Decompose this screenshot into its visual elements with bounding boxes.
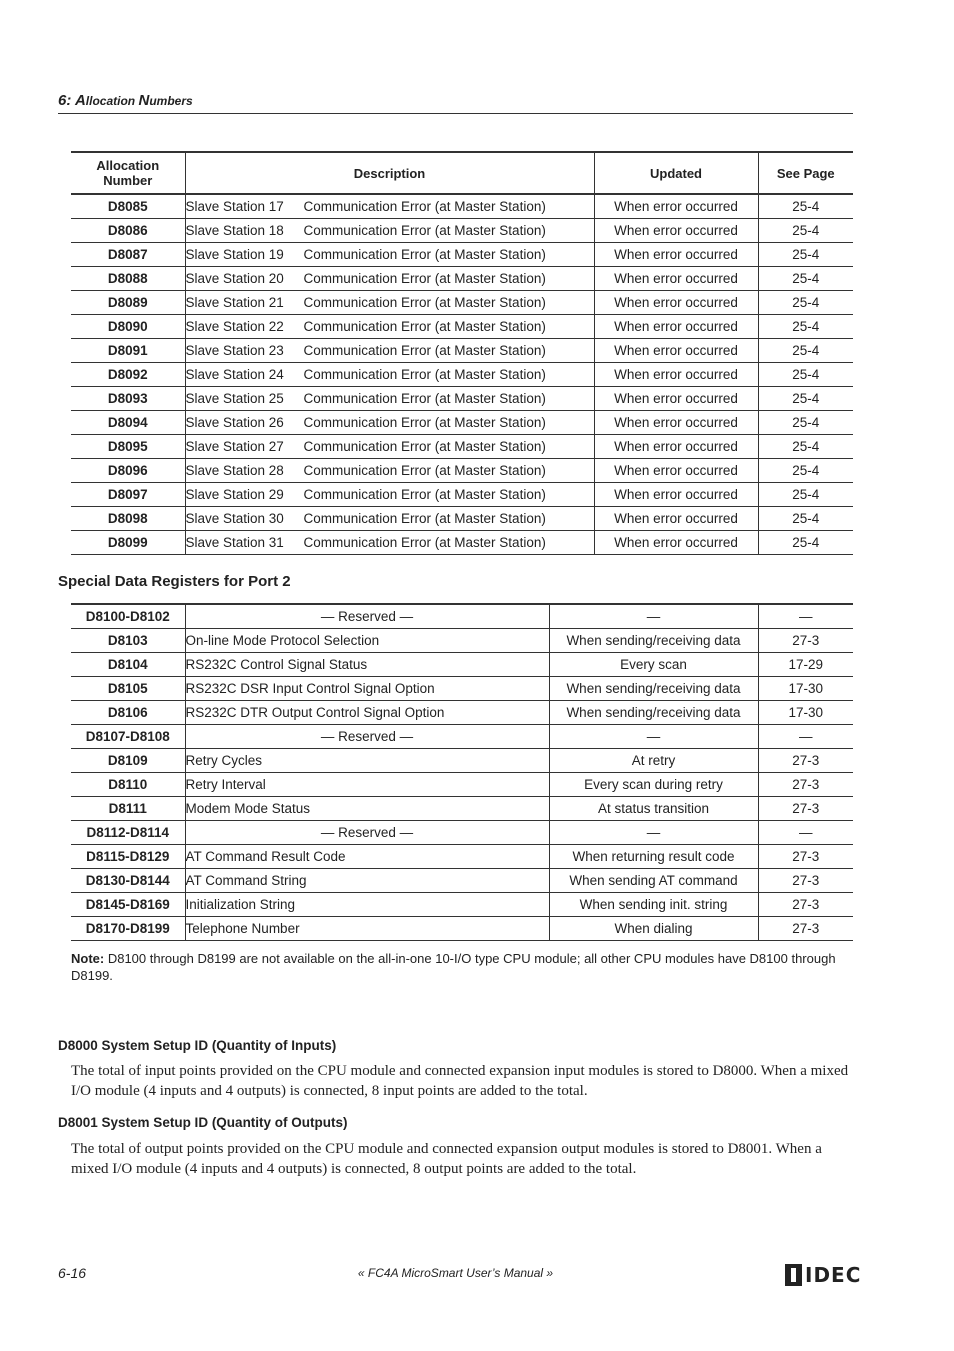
table-row	[71, 725, 853, 749]
description-cell	[185, 531, 594, 555]
allocation-number: D8105	[71, 677, 185, 701]
see-page-cell: 25-4	[758, 507, 853, 531]
description-text: Communication Error (at Master Station)	[303, 319, 546, 334]
table-row	[71, 411, 853, 435]
idec-logo	[785, 1264, 861, 1286]
table-row	[71, 773, 853, 797]
allocation-number: D8106	[71, 701, 185, 725]
description-text: Communication Error (at Master Station)	[303, 223, 546, 238]
allocation-number: D8085	[71, 194, 185, 219]
slave-station: Slave Station 19	[185, 247, 284, 262]
table-row	[71, 291, 853, 315]
slave-station: Slave Station 20	[185, 271, 284, 286]
allocation-number: D8091	[71, 339, 185, 363]
description-text: Communication Error (at Master Station)	[303, 511, 546, 526]
description-cell: Telephone Number	[185, 917, 549, 941]
allocation-number: D8095	[71, 435, 185, 459]
updated-cell: When error occurred	[594, 267, 758, 291]
updated-cell: —	[549, 821, 758, 845]
see-page-cell: 27-3	[758, 893, 853, 917]
slave-station: Slave Station 27	[185, 439, 284, 454]
see-page-cell: 25-4	[758, 459, 853, 483]
description-cell: Initialization String	[185, 893, 549, 917]
header-see-page: See Page	[758, 152, 853, 194]
updated-cell: When sending/receiving data	[549, 629, 758, 653]
updated-cell: At status transition	[549, 797, 758, 821]
updated-cell: At retry	[549, 749, 758, 773]
description-cell: — Reserved —	[185, 604, 549, 629]
updated-cell: —	[549, 725, 758, 749]
page-number: 6-16	[58, 1265, 87, 1281]
see-page-cell: 17-30	[758, 701, 853, 725]
chapter-title-part: A	[74, 92, 86, 109]
description-cell: — Reserved —	[185, 725, 549, 749]
d8000-paragraph: The total of input points provided on the CPU module and connected expansion input modules is stored to D8000. When a mixed I/O module (4 inputs and 4 outputs) is connected, 8 input points are added to the total.	[71, 1063, 849, 1099]
see-page-cell: 27-3	[758, 845, 853, 869]
table-row	[71, 315, 853, 339]
see-page-cell: —	[758, 821, 853, 845]
updated-cell: When error occurred	[594, 459, 758, 483]
table-row	[71, 821, 853, 845]
allocation-number: D8088	[71, 267, 185, 291]
description-text: Communication Error (at Master Station)	[303, 463, 546, 478]
chapter-title-part: umbers	[149, 94, 193, 108]
description-cell	[185, 194, 594, 219]
see-page-cell: 25-4	[758, 219, 853, 243]
see-page-cell: 25-4	[758, 267, 853, 291]
updated-cell: When sending/receiving data	[549, 701, 758, 725]
description-cell: RS232C Control Signal Status	[185, 653, 549, 677]
description-cell	[185, 219, 594, 243]
see-page-cell: 25-4	[758, 315, 853, 339]
table-row	[71, 459, 853, 483]
see-page-cell: 25-4	[758, 531, 853, 555]
table-row	[71, 387, 853, 411]
description-cell	[185, 507, 594, 531]
description-cell: RS232C DSR Input Control Signal Option	[185, 677, 549, 701]
updated-cell: When sending AT command	[549, 869, 758, 893]
updated-cell: Every scan during retry	[549, 773, 758, 797]
description-text: Communication Error (at Master Station)	[303, 271, 546, 286]
updated-cell: When error occurred	[594, 387, 758, 411]
chapter-title-part: llocation	[85, 94, 139, 108]
allocation-number: D8145-D8169	[71, 893, 185, 917]
updated-cell: —	[549, 604, 758, 629]
updated-cell: When error occurred	[594, 531, 758, 555]
description-cell: Modem Mode Status	[185, 797, 549, 821]
see-page-cell: 25-4	[758, 291, 853, 315]
allocation-number: D8099	[71, 531, 185, 555]
table-row	[71, 653, 853, 677]
table-row	[71, 869, 853, 893]
updated-cell: When sending/receiving data	[549, 677, 758, 701]
logo-text: IDEC	[805, 1263, 862, 1287]
description-cell: — Reserved —	[185, 821, 549, 845]
slave-station: Slave Station 31	[185, 535, 284, 550]
see-page-cell: 27-3	[758, 749, 853, 773]
see-page-cell: 25-4	[758, 411, 853, 435]
table-row	[71, 267, 853, 291]
allocation-number: D8107-D8108	[71, 725, 185, 749]
allocation-number: D8096	[71, 459, 185, 483]
description-text: Communication Error (at Master Station)	[303, 391, 546, 406]
allocation-number: D8130-D8144	[71, 869, 185, 893]
description-text: Communication Error (at Master Station)	[303, 415, 546, 430]
d8001-heading: D8001 System Setup ID (Quantity of Outputs)	[58, 1115, 348, 1130]
table-row	[71, 917, 853, 941]
chapter-heading	[58, 92, 853, 114]
slave-station: Slave Station 18	[185, 223, 284, 238]
port2-register-table	[71, 603, 853, 941]
header-description: Description	[185, 152, 594, 194]
chapter-number: 6:	[58, 92, 75, 109]
updated-cell: When error occurred	[594, 411, 758, 435]
see-page-cell: 25-4	[758, 194, 853, 219]
slave-station: Slave Station 28	[185, 463, 284, 478]
chapter-title-part: N	[138, 92, 150, 109]
allocation-number: D8104	[71, 653, 185, 677]
allocation-number: D8092	[71, 363, 185, 387]
allocation-number: D8110	[71, 773, 185, 797]
description-cell	[185, 459, 594, 483]
see-page-cell: 27-3	[758, 797, 853, 821]
table-row	[71, 243, 853, 267]
table-row	[71, 677, 853, 701]
see-page-cell: 27-3	[758, 773, 853, 797]
description-text: Communication Error (at Master Station)	[303, 247, 546, 262]
see-page-cell: 17-30	[758, 677, 853, 701]
description-cell	[185, 339, 594, 363]
manual-title: « FC4A MicroSmart User’s Manual »	[357, 1266, 554, 1280]
description-text: Communication Error (at Master Station)	[303, 295, 546, 310]
allocation-number: D8087	[71, 243, 185, 267]
allocation-number: D8112-D8114	[71, 821, 185, 845]
slave-station: Slave Station 17	[185, 199, 284, 214]
updated-cell: When error occurred	[594, 194, 758, 219]
section-title-port2: Special Data Registers for Port 2	[58, 573, 291, 590]
table-row	[71, 845, 853, 869]
header-text: Number	[103, 173, 153, 188]
updated-cell: When error occurred	[594, 483, 758, 507]
see-page-cell: —	[758, 725, 853, 749]
see-page-cell: 25-4	[758, 243, 853, 267]
description-text: Communication Error (at Master Station)	[303, 343, 546, 358]
description-cell	[185, 243, 594, 267]
header-allocation-number	[71, 152, 185, 194]
updated-cell: When sending init. string	[549, 893, 758, 917]
see-page-cell: 25-4	[758, 363, 853, 387]
slave-station: Slave Station 29	[185, 487, 284, 502]
updated-cell: When error occurred	[594, 219, 758, 243]
description-cell	[185, 411, 594, 435]
slave-station: Slave Station 24	[185, 367, 284, 382]
allocation-number: D8089	[71, 291, 185, 315]
table-row	[71, 531, 853, 555]
allocation-number: D8097	[71, 483, 185, 507]
description-cell: Retry Cycles	[185, 749, 549, 773]
description-cell	[185, 363, 594, 387]
description-text: Communication Error (at Master Station)	[303, 439, 546, 454]
updated-cell: When error occurred	[594, 363, 758, 387]
see-page-cell: 17-29	[758, 653, 853, 677]
d8000-heading: D8000 System Setup ID (Quantity of Inputs)	[58, 1038, 337, 1053]
table-row	[71, 363, 853, 387]
allocation-number: D8093	[71, 387, 185, 411]
table-row	[71, 483, 853, 507]
updated-cell: When returning result code	[549, 845, 758, 869]
slave-station: Slave Station 30	[185, 511, 284, 526]
updated-cell: When error occurred	[594, 315, 758, 339]
table-row	[71, 629, 853, 653]
description-text: Communication Error (at Master Station)	[303, 535, 546, 550]
updated-cell: When error occurred	[594, 339, 758, 363]
updated-cell: When error occurred	[594, 243, 758, 267]
logo-mark-icon	[785, 1264, 802, 1286]
slave-station: Slave Station 22	[185, 319, 284, 334]
allocation-table	[71, 151, 853, 555]
note-label: Note:	[71, 951, 105, 966]
allocation-number: D8094	[71, 411, 185, 435]
allocation-number: D8111	[71, 797, 185, 821]
allocation-number: D8086	[71, 219, 185, 243]
description-cell: AT Command String	[185, 869, 549, 893]
table-row	[71, 749, 853, 773]
slave-station: Slave Station 21	[185, 295, 284, 310]
updated-cell: Every scan	[549, 653, 758, 677]
note	[71, 950, 856, 984]
description-text: Communication Error (at Master Station)	[303, 367, 546, 382]
allocation-number: D8115-D8129	[71, 845, 185, 869]
table-row	[71, 701, 853, 725]
table-row	[71, 219, 853, 243]
table-row	[71, 507, 853, 531]
description-cell: RS232C DTR Output Control Signal Option	[185, 701, 549, 725]
updated-cell: When dialing	[549, 917, 758, 941]
see-page-cell: 25-4	[758, 435, 853, 459]
table-row	[71, 604, 853, 629]
description-cell	[185, 291, 594, 315]
header-updated: Updated	[594, 152, 758, 194]
description-cell: On-line Mode Protocol Selection	[185, 629, 549, 653]
header-text: Allocation	[96, 158, 160, 173]
table-row	[71, 797, 853, 821]
see-page-cell: 27-3	[758, 629, 853, 653]
description-cell	[185, 435, 594, 459]
see-page-cell: 27-3	[758, 917, 853, 941]
table-row	[71, 435, 853, 459]
updated-cell: When error occurred	[594, 291, 758, 315]
allocation-number: D8100-D8102	[71, 604, 185, 629]
description-cell: Retry Interval	[185, 773, 549, 797]
description-cell	[185, 315, 594, 339]
allocation-number: D8103	[71, 629, 185, 653]
description-cell	[185, 483, 594, 507]
description-cell: AT Command Result Code	[185, 845, 549, 869]
description-text: Communication Error (at Master Station)	[303, 487, 546, 502]
description-cell	[185, 387, 594, 411]
description-cell	[185, 267, 594, 291]
see-page-cell: 25-4	[758, 339, 853, 363]
see-page-cell: —	[758, 604, 853, 629]
see-page-cell: 25-4	[758, 387, 853, 411]
see-page-cell: 25-4	[758, 483, 853, 507]
allocation-number: D8170-D8199	[71, 917, 185, 941]
slave-station: Slave Station 25	[185, 391, 284, 406]
table-row	[71, 893, 853, 917]
d8001-paragraph: The total of output points provided on the CPU module and connected expansion output modules is stored to D8001. When a mixed I/O module (4 inputs and 4 outputs) is connected, 8 output points are added to the total.	[71, 1141, 822, 1177]
description-text: Communication Error (at Master Station)	[303, 199, 546, 214]
updated-cell: When error occurred	[594, 507, 758, 531]
slave-station: Slave Station 23	[185, 343, 284, 358]
updated-cell: When error occurred	[594, 435, 758, 459]
allocation-number: D8109	[71, 749, 185, 773]
table-row	[71, 339, 853, 363]
allocation-number: D8098	[71, 507, 185, 531]
note-text: D8100 through D8199 are not available on the all-in-one 10-I/O type CPU module; all other CPU modules have D8100 through D8199.	[71, 951, 836, 983]
allocation-number: D8090	[71, 315, 185, 339]
see-page-cell: 27-3	[758, 869, 853, 893]
table-row	[71, 194, 853, 219]
slave-station: Slave Station 26	[185, 415, 284, 430]
